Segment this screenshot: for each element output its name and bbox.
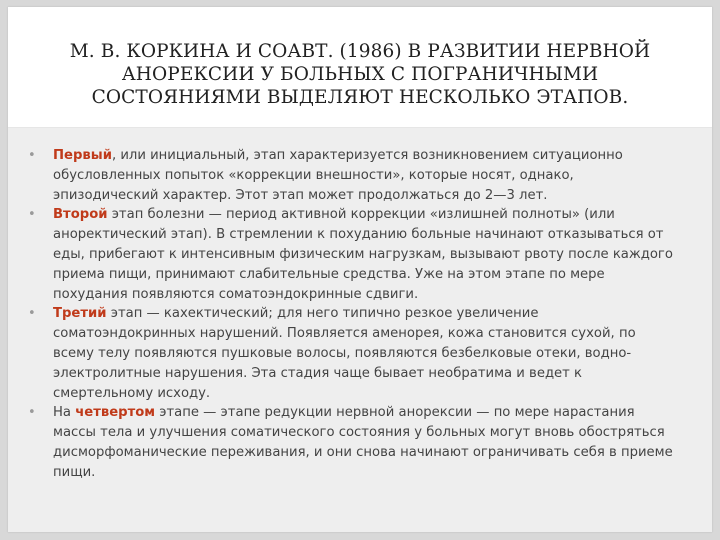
bullet-dot-icon: • [28, 148, 36, 163]
bullet-item-first [28, 146, 678, 205]
slide [8, 7, 712, 532]
bullet-dot-icon: • [28, 306, 36, 322]
slide-title: М. В. КОРКИНА И СОАВТ. (1986) В РАЗВИТИИ НЕРВНОЙ АНОРЕКСИИ У БОЛЬНЫХ С ПОГРАНИЧНЫМИ СОСТОЯНИЯМИ ВЫДЕЛЯЮТ НЕСКОЛЬКО ЭТАПОВ. [69, 41, 651, 108]
title-area [8, 7, 712, 128]
bullet-list [28, 146, 678, 483]
bullet-highlight: Первый [53, 148, 112, 163]
bullet-highlight: Третий [53, 306, 107, 322]
bullet-dot-icon: • [28, 207, 36, 223]
bullet-highlight: четвертом [75, 405, 156, 421]
bullet-text: , или инициальный, этап характеризуется возникновением ситуационно обусловленных попыток «коррекции внешности», которые носят, однако, эпизодический характер. Этот этап может продолжаться до 2—3 лет. [53, 148, 623, 203]
bullet-item-second [28, 205, 678, 304]
bullet-dot-icon: • [28, 405, 36, 421]
bullet-item-third [28, 304, 678, 403]
bullet-highlight: Второй [53, 207, 108, 223]
bullet-text: этапе — этапе редукции нервной анорексии — по мере нарастания массы тела и улучшения соматического состояния у больных могут вновь обостряться дисморфоманические переживания, и они снова начинают ограничивать себя в приеме пищи. [53, 405, 673, 480]
content-area [8, 128, 712, 532]
bullet-text: этап болезни — период активной коррекции «излишней полноты» (или аноректический этап). В стремлении к похуданию больные начинают отказываться от еды, прибегают к интенсивным физическим нагрузкам, вызывают рвоту после каждого приема пищи, принимают слабительные средства. Уже на этом этапе по мере похудания появляются соматоэндокринные сдвиги. [53, 207, 673, 302]
bullet-prefix: На [53, 405, 76, 421]
bullet-item-fourth [28, 403, 678, 482]
bullet-text: этап — кахектический; для него типично резкое увеличение соматоэндокринных нарушений. Появляется аменорея, кожа становится сухой, по всему телу появляются пушковые волосы, появляются безбелковые отеки, водно-электролитные нарушения. Эта стадия чаще бывает необратима и ведет к смертельному исходу. [53, 306, 636, 401]
